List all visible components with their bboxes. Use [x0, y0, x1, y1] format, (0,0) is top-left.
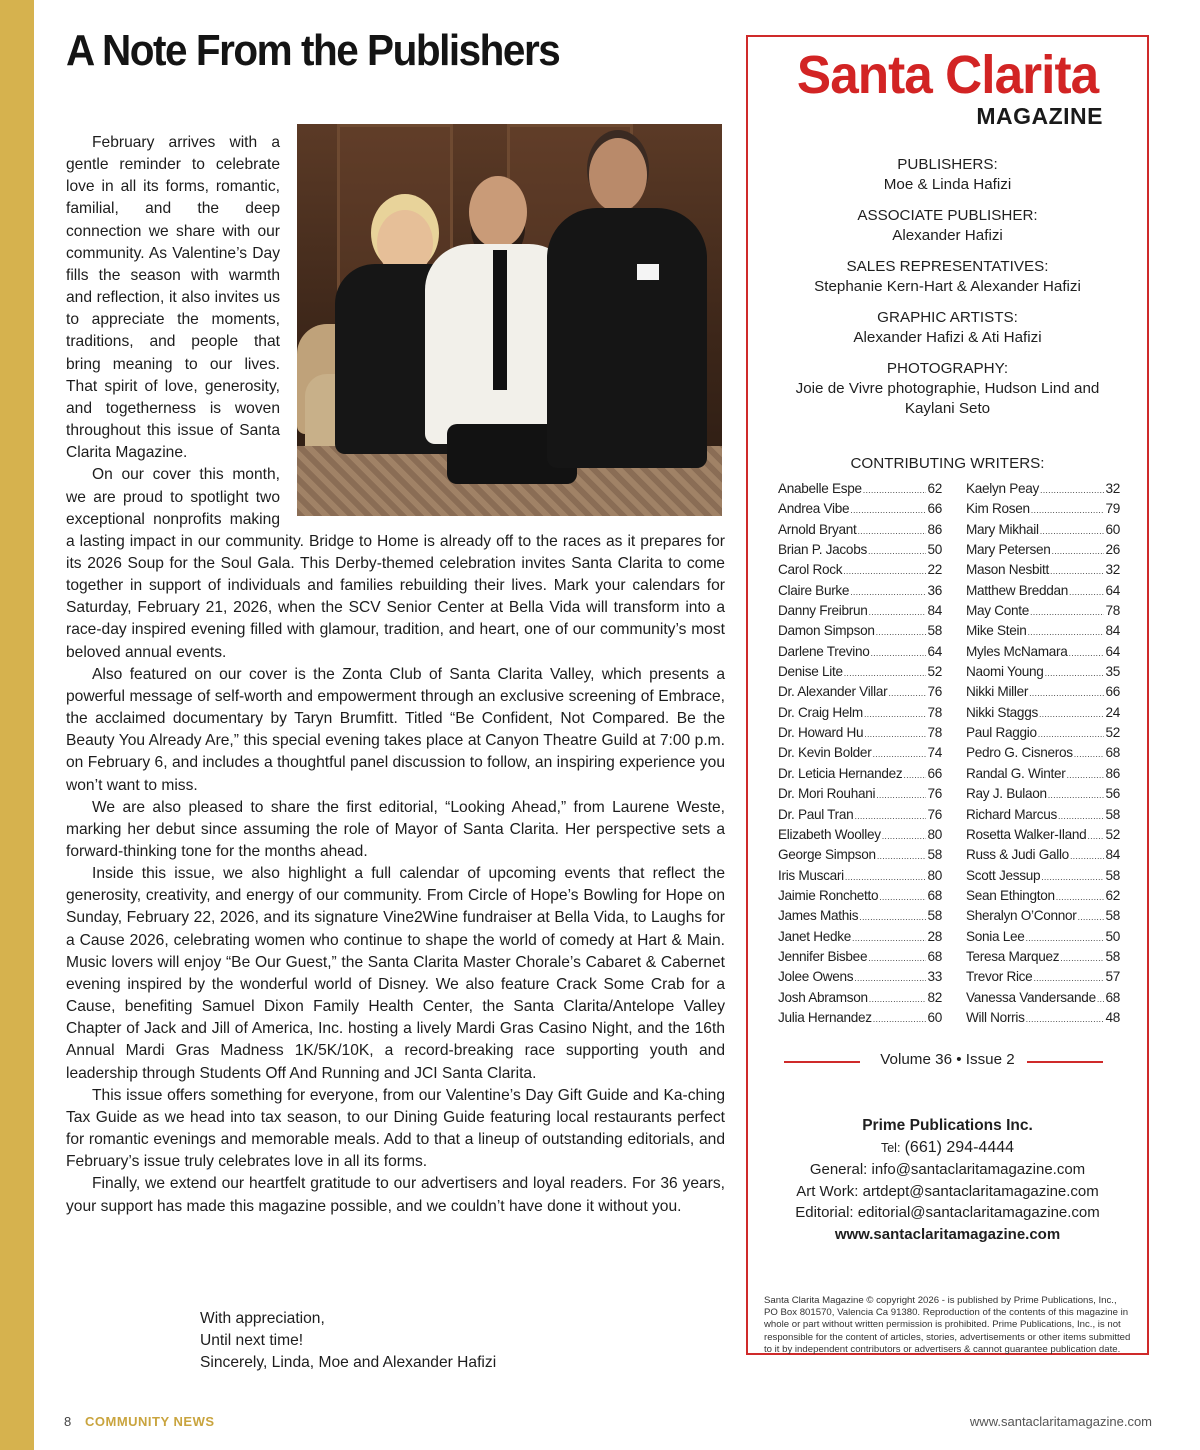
writer-name: Randal G. Winter: [966, 765, 1066, 781]
writer-page: 56: [1105, 786, 1120, 802]
writer-name: Claire Burke: [778, 582, 850, 598]
leader-dots: [864, 729, 926, 739]
writer-name: Janet Hedke: [778, 928, 852, 944]
writer-name: Elizabeth Woolley: [778, 826, 881, 842]
writer-page: 52: [1105, 826, 1120, 842]
contact-info: [748, 1115, 1147, 1245]
credit-role: PHOTOGRAPHY:: [886, 360, 1009, 377]
writer-page: 64: [927, 643, 942, 659]
writer-row: [966, 908, 1120, 928]
writer-page: 68: [927, 887, 942, 903]
writer-row: [778, 542, 942, 562]
credit-associate-publisher: [748, 206, 1147, 246]
writer-row: [966, 949, 1120, 969]
writer-row: [966, 888, 1120, 908]
writer-row: [778, 745, 942, 765]
writer-page: 82: [927, 989, 942, 1005]
writer-row: [966, 990, 1120, 1010]
leader-dots: [1040, 526, 1105, 536]
writer-name: Russ & Judi Gallo: [966, 847, 1069, 863]
writer-row: [966, 644, 1120, 664]
signoff-line: With appreciation,: [200, 1310, 325, 1327]
writer-row: [966, 542, 1120, 562]
writer-name: Richard Marcus: [966, 806, 1057, 822]
article-paragraph: Also featured on our cover is the Zonta Club of Santa Clarita Valley, which presents a powerful message of self-worth and empowerment through an exclusive screening of Embrace, the acclaimed documentary by Taryn Brumfitt. Titled “Be Confident, Not Compared. Be the Beauty You Already Are,” this special evening takes place at Canyon Theatre Guild at 7:00 p.m. on February 6, and includes a thoughtful panel discussion to follow, an inspiring experience you won’t want to miss.: [66, 665, 725, 794]
writer-row: [966, 481, 1120, 501]
credit-sales: [748, 257, 1147, 297]
writer-name: James Mathis: [778, 908, 859, 924]
writer-page: 80: [927, 867, 942, 883]
leader-dots: [1066, 770, 1104, 780]
writer-page: 76: [927, 684, 942, 700]
editorial-email: Editorial: editorial@santaclaritamagazine.com: [795, 1204, 1100, 1221]
credit-photography: [748, 359, 1147, 419]
writers-column-left: [778, 481, 942, 1030]
writer-page: 58: [927, 847, 942, 863]
writer-page: 64: [1105, 643, 1120, 659]
masthead-box: [746, 35, 1149, 1355]
writer-row: [778, 481, 942, 501]
writer-name: George Simpson: [778, 847, 876, 863]
publishers-note-article: [66, 132, 725, 1218]
leader-dots: [1087, 831, 1104, 841]
gold-side-bar: [0, 0, 34, 1450]
leader-dots: [879, 892, 926, 902]
writer-row: [778, 623, 942, 643]
writer-name: Ray J. Bulaon: [966, 786, 1047, 802]
writer-name: Julia Hernandez: [778, 1009, 872, 1025]
leader-dots: [850, 505, 926, 515]
footer-website: www.santaclaritamagazine.com: [969, 1414, 1152, 1429]
writer-name: Anabelle Espe: [778, 481, 862, 496]
writer-name: Danny Freibrun: [778, 603, 868, 619]
writer-name: Jaimie Ronchetto: [778, 887, 879, 903]
writer-name: Mason Nesbitt: [966, 562, 1049, 578]
writer-name: Jolee Owens: [778, 969, 854, 985]
writer-page: 64: [1105, 582, 1120, 598]
signoff-line: Until next time!: [200, 1332, 304, 1349]
photo-wrap-spacer: [280, 132, 725, 530]
leader-dots: [1041, 872, 1104, 882]
writer-page: 60: [1105, 521, 1120, 537]
writer-name: Mary Mikhail: [966, 521, 1039, 537]
writer-row: [966, 583, 1120, 603]
writer-row: [778, 990, 942, 1010]
writer-row: [778, 888, 942, 908]
leader-dots: [877, 851, 927, 861]
writer-row: [966, 705, 1120, 725]
leader-dots: [1033, 973, 1104, 983]
leader-dots: [857, 526, 926, 536]
writer-row: [778, 684, 942, 704]
writer-name: Dr. Howard Hu: [778, 725, 864, 741]
artwork-email: Art Work: artdept@santaclaritamagazine.com: [796, 1182, 1099, 1200]
writer-row: [966, 1010, 1120, 1030]
writer-page: 50: [1105, 928, 1120, 944]
writer-name: Sheralyn O’Connor: [966, 908, 1077, 924]
writer-row: [778, 786, 942, 806]
leader-dots: [876, 627, 927, 637]
credit-role: PUBLISHERS:: [897, 156, 998, 173]
writer-row: [966, 807, 1120, 827]
writer-name: Myles McNamara: [966, 643, 1068, 659]
leader-dots: [1058, 811, 1104, 821]
writer-row: [966, 522, 1120, 542]
writer-page: 86: [927, 521, 942, 537]
leader-dots: [869, 607, 927, 617]
writer-row: [778, 644, 942, 664]
article-paragraph: Finally, we extend our heartfelt gratitude to our advertisers and loyal readers. For 36 years, your support has made this magazine possible, and we couldn’t have done it without you.: [66, 1175, 725, 1215]
writer-row: [966, 623, 1120, 643]
credits-list: [748, 155, 1147, 430]
writer-name: Darlene Trevino: [778, 643, 870, 659]
writer-row: [966, 929, 1120, 949]
writer-row: [778, 664, 942, 684]
general-email: General: info@santaclaritamagazine.com: [809, 1161, 1086, 1178]
writer-page: 32: [1105, 562, 1120, 578]
article-paragraph: This issue offers something for everyone, from our Valentine’s Day Gift Guide and Ka-ching Tax Guide as we head into tax season, to our Dining Guide featuring local restaurants perfect for romantic evenings and memorable meals. Add to that a lineup of outstanding editorials, and February’s issue truly celebrates love in all its forms.: [66, 1086, 725, 1171]
credit-role: GRAPHIC ARTISTS:: [877, 309, 1018, 326]
leader-dots: [1074, 749, 1105, 759]
leader-dots: [873, 1014, 927, 1024]
leader-dots: [852, 933, 926, 943]
volume-issue: Volume 36 • Issue 2: [880, 1051, 1015, 1068]
credit-names: Joie de Vivre photographie, Hudson Lind and Kaylani Seto: [795, 380, 1100, 417]
logo-name: Santa Clarita: [796, 45, 1099, 105]
writer-row: [778, 562, 942, 582]
divider-line: [1027, 1061, 1103, 1063]
writer-row: [966, 664, 1120, 684]
writer-page: 36: [927, 582, 942, 598]
credit-names: Stephanie Kern-Hart & Alexander Hafizi: [814, 278, 1081, 295]
leader-dots: [845, 872, 927, 882]
leader-dots: [1056, 892, 1105, 902]
writer-page: 84: [1105, 623, 1120, 639]
writer-page: 58: [1105, 908, 1120, 924]
contributing-writers-title: CONTRIBUTING WRITERS:: [850, 455, 1045, 472]
leader-dots: [1070, 851, 1105, 861]
leader-dots: [1078, 912, 1105, 922]
leader-dots: [888, 688, 926, 698]
leader-dots: [1050, 566, 1104, 576]
writer-page: 50: [927, 542, 942, 558]
writer-page: 26: [1105, 542, 1120, 558]
writer-name: Arnold Bryant: [778, 521, 857, 537]
writer-row: [778, 522, 942, 542]
writer-row: [778, 583, 942, 603]
writer-page: 68: [927, 948, 942, 964]
writer-name: Mary Petersen: [966, 542, 1051, 558]
writer-page: 84: [927, 603, 942, 619]
writer-name: Vanessa Vandersande: [966, 989, 1096, 1005]
article-paragraph: Inside this issue, we also highlight a full calendar of upcoming events that reflect the generosity, creativity, and energy of our community. From Circle of Hope’s Bowling for Hope on Sunday, February 22, 2026, and its signature Vine2Wine fundraiser at Bella Vida, to Laughs for a Cause 2026, celebrating women who continue to shape the world of comedy at Hart & Main. Music lovers will enjoy “Be Our Guest,” the Santa Clarita Master Chorale’s Cabaret & Cabernet evening inspired by the wonderful world of Disney. We also feature Crack Some Crab for a Cause, benefiting Samuel Dixon Family Health Center, the Santa Clarita/Antelope Valley Chapter of Jack and Jill of America, Inc. hosting a lively Mardi Gras Casino Night, and the 16th Annual Mardi Gras Madness 1K/5K/10K, a record-breaking race supporting youth and leadership through Students Off And Running and JCI Santa Clarita.: [66, 865, 725, 1082]
credit-names: Alexander Hafizi & Ati Hafizi: [853, 329, 1042, 346]
writer-page: 66: [927, 501, 942, 517]
writer-row: [966, 827, 1120, 847]
writer-name: Paul Raggio: [966, 725, 1037, 741]
writer-page: 48: [1105, 1009, 1120, 1025]
writer-name: Kim Rosen: [966, 501, 1030, 517]
leader-dots: [1026, 933, 1105, 943]
writer-page: 22: [927, 562, 942, 578]
writer-row: [966, 603, 1120, 623]
writer-name: Dr. Mori Rouhani: [778, 786, 876, 802]
writer-name: Sonia Lee: [966, 928, 1025, 944]
writer-name: Naomi Young: [966, 664, 1044, 680]
leader-dots: [1052, 546, 1105, 556]
signoff-line: Sincerely, Linda, Moe and Alexander Hafizi: [200, 1354, 497, 1371]
writer-name: Kaelyn Peay: [966, 481, 1040, 496]
credit-graphic-artists: [748, 308, 1147, 348]
writer-page: 80: [927, 826, 942, 842]
writer-page: 58: [927, 623, 942, 639]
leader-dots: [872, 749, 926, 759]
leader-dots: [843, 566, 926, 576]
writer-page: 68: [1105, 989, 1120, 1005]
writer-page: 24: [1105, 704, 1120, 720]
writer-name: Will Norris: [966, 1009, 1025, 1025]
writer-name: Scott Jessup: [966, 867, 1041, 883]
writer-name: Dr. Craig Helm: [778, 704, 863, 720]
writer-name: Jennifer Bisbee: [778, 948, 868, 964]
writer-row: [966, 969, 1120, 989]
writer-page: 66: [927, 765, 942, 781]
leader-dots: [1031, 505, 1105, 515]
leader-dots: [868, 953, 926, 963]
writer-page: 58: [1105, 806, 1120, 822]
writer-name: Brian P. Jacobs: [778, 542, 867, 558]
writer-row: [778, 705, 942, 725]
writer-page: 78: [1105, 603, 1120, 619]
writer-page: 78: [927, 725, 942, 741]
magazine-logo: [748, 47, 1147, 103]
writer-row: [966, 725, 1120, 745]
writer-name: May Conte: [966, 603, 1030, 619]
leader-dots: [1069, 587, 1104, 597]
writer-name: Carol Rock: [778, 562, 843, 578]
writer-page: 60: [927, 1009, 942, 1025]
writer-name: Dr. Kevin Bolder: [778, 745, 872, 761]
writer-page: 79: [1105, 501, 1120, 517]
credit-names: Moe & Linda Hafizi: [883, 176, 1012, 193]
writer-row: [778, 827, 942, 847]
leader-dots: [844, 668, 927, 678]
writer-row: [778, 807, 942, 827]
writer-page: 58: [1105, 867, 1120, 883]
leader-dots: [1040, 485, 1104, 495]
writer-page: 62: [927, 481, 942, 496]
writer-page: 52: [1105, 725, 1120, 741]
logo-subtitle: MAGAZINE: [976, 103, 1103, 129]
writer-row: [966, 766, 1120, 786]
writer-page: 52: [927, 664, 942, 680]
writer-row: [966, 684, 1120, 704]
leader-dots: [1039, 709, 1105, 719]
page-title: A Note From the Publishers: [66, 26, 560, 75]
signoff: [200, 1308, 496, 1374]
credit-role: SALES REPRESENTATIVES:: [846, 258, 1049, 275]
writer-page: 58: [927, 908, 942, 924]
leader-dots: [1097, 994, 1105, 1004]
leader-dots: [863, 485, 927, 495]
leader-dots: [876, 790, 926, 800]
writer-page: 76: [927, 806, 942, 822]
section-label: COMMUNITY NEWS: [85, 1414, 215, 1429]
leader-dots: [1026, 1014, 1105, 1024]
writer-name: Dr. Alexander Villar: [778, 684, 888, 700]
leader-dots: [1048, 790, 1105, 800]
writer-page: 32: [1105, 481, 1120, 496]
leader-dots: [864, 709, 927, 719]
writer-page: 66: [1105, 684, 1120, 700]
credit-publishers: [748, 155, 1147, 195]
writer-row: [966, 745, 1120, 765]
writer-name: Dr. Leticia Hernandez: [778, 765, 903, 781]
writer-row: [778, 868, 942, 888]
leader-dots: [1038, 729, 1105, 739]
writers-column-right: [966, 481, 1120, 1030]
writer-row: [966, 501, 1120, 521]
leader-dots: [859, 912, 926, 922]
leader-dots: [882, 831, 927, 841]
credit-names: Alexander Hafizi: [892, 227, 1003, 244]
writer-name: Denise Lite: [778, 664, 843, 680]
writer-row: [778, 1010, 942, 1030]
page-number: 8: [64, 1414, 72, 1429]
writer-page: 86: [1105, 765, 1120, 781]
writer-name: Teresa Marquez: [966, 948, 1060, 964]
writer-row: [778, 603, 942, 623]
writer-row: [778, 929, 942, 949]
writer-page: 68: [1105, 745, 1120, 761]
article-paragraph: On our cover this month, we are proud to spotlight two exceptional nonprofits making a lasting impact in our community. Bridge to Home is already off to the races as it prepares for its 2026 Soup for the Soul Gala. This Derby-themed celebration invites Santa Clarita to come together in support of individuals and families rebuilding their lives. Mark your calendars for Saturday, February 21, 2026, when the SCV Senior Center at Bella Vida will transform into a race-day inspired evening filled with glamour, tradition, and heart, one of our community’s most beloved annual events.: [66, 466, 725, 661]
phone-label: Tel:: [880, 1140, 901, 1155]
leader-dots: [854, 811, 926, 821]
writer-row: [778, 501, 942, 521]
article-paragraph: We are also pleased to share the first editorial, “Looking Ahead,” from Laurene Weste, marking her debut since assuming the role of Mayor of Santa Clarita. Her perspective sets a forward-thinking tone for the months ahead.: [66, 798, 725, 860]
writer-row: [966, 562, 1120, 582]
writer-page: 57: [1105, 969, 1120, 985]
writer-page: 84: [1105, 847, 1120, 863]
writer-row: [778, 766, 942, 786]
writer-name: Nikki Staggs: [966, 704, 1038, 720]
leader-dots: [1030, 607, 1104, 617]
writer-row: [778, 969, 942, 989]
writer-name: Dr. Paul Tran: [778, 806, 854, 822]
writer-name: Rosetta Walker-Iland: [966, 826, 1087, 842]
writer-page: 62: [1105, 887, 1120, 903]
leader-dots: [1060, 953, 1104, 963]
writer-row: [778, 725, 942, 745]
credit-role: ASSOCIATE PUBLISHER:: [857, 207, 1038, 224]
writer-page: 76: [927, 786, 942, 802]
leader-dots: [1029, 688, 1104, 698]
writer-page: 74: [927, 745, 942, 761]
article-paragraph: February arrives with a gentle reminder to celebrate love in all its forms, romantic, familial, and the deep connection we share with our community. As Valentine’s Day fills the season with warmth and reflection, it also invites us to appreciate the moments, traditions, and people that bring meaning to our lives. That spirit of love, generosity, and togetherness is woven throughout this issue of Santa Clarita Magazine.: [66, 134, 280, 462]
website-link[interactable]: www.santaclaritamagazine.com: [834, 1225, 1061, 1243]
leader-dots: [850, 587, 926, 597]
leader-dots: [1027, 627, 1104, 637]
writer-row: [966, 786, 1120, 806]
writer-name: Iris Muscari: [778, 867, 844, 883]
writer-page: 28: [927, 928, 942, 944]
writer-name: Trevor Rice: [966, 969, 1033, 985]
writer-row: [778, 949, 942, 969]
writer-name: Sean Ethington: [966, 887, 1055, 903]
writer-name: Mike Stein: [966, 623, 1027, 639]
writer-name: Josh Abramson: [778, 989, 868, 1005]
writer-row: [966, 847, 1120, 867]
leader-dots: [869, 994, 927, 1004]
leader-dots: [1045, 668, 1105, 678]
leader-dots: [854, 973, 926, 983]
company-name: Prime Publications Inc.: [862, 1117, 1033, 1134]
leader-dots: [870, 648, 926, 658]
writer-page: 33: [927, 969, 942, 985]
phone-number: (661) 294-4444: [904, 1138, 1015, 1156]
writer-name: Matthew Breddan: [966, 582, 1069, 598]
phone-line: [748, 1137, 1147, 1160]
writer-name: Andrea Vibe: [778, 501, 850, 517]
writer-row: [778, 847, 942, 867]
writer-name: Nikki Miller: [966, 684, 1029, 700]
leader-dots: [1069, 648, 1105, 658]
writer-page: 35: [1105, 664, 1120, 680]
writer-page: 58: [1105, 948, 1120, 964]
writer-name: Damon Simpson: [778, 623, 875, 639]
copyright-notice: Santa Clarita Magazine © copyright 2026 - is published by Prime Publications, Inc., PO Box 801570, Valencia Ca 91380. Reproduction of the contents of this magazine in whole or part without written permission is prohibited. Prime Publications, Inc., is not responsible for the content of articles, stories, advertisements or other items submitted to it by independent contributors or advertisers & cannot guarantee publication date.: [764, 1295, 1131, 1355]
leader-dots: [868, 546, 927, 556]
writer-row: [966, 868, 1120, 888]
writer-row: [778, 908, 942, 928]
writer-page: 78: [927, 704, 942, 720]
writer-name: Pedro G. Cisneros: [966, 745, 1073, 761]
leader-dots: [903, 770, 926, 780]
